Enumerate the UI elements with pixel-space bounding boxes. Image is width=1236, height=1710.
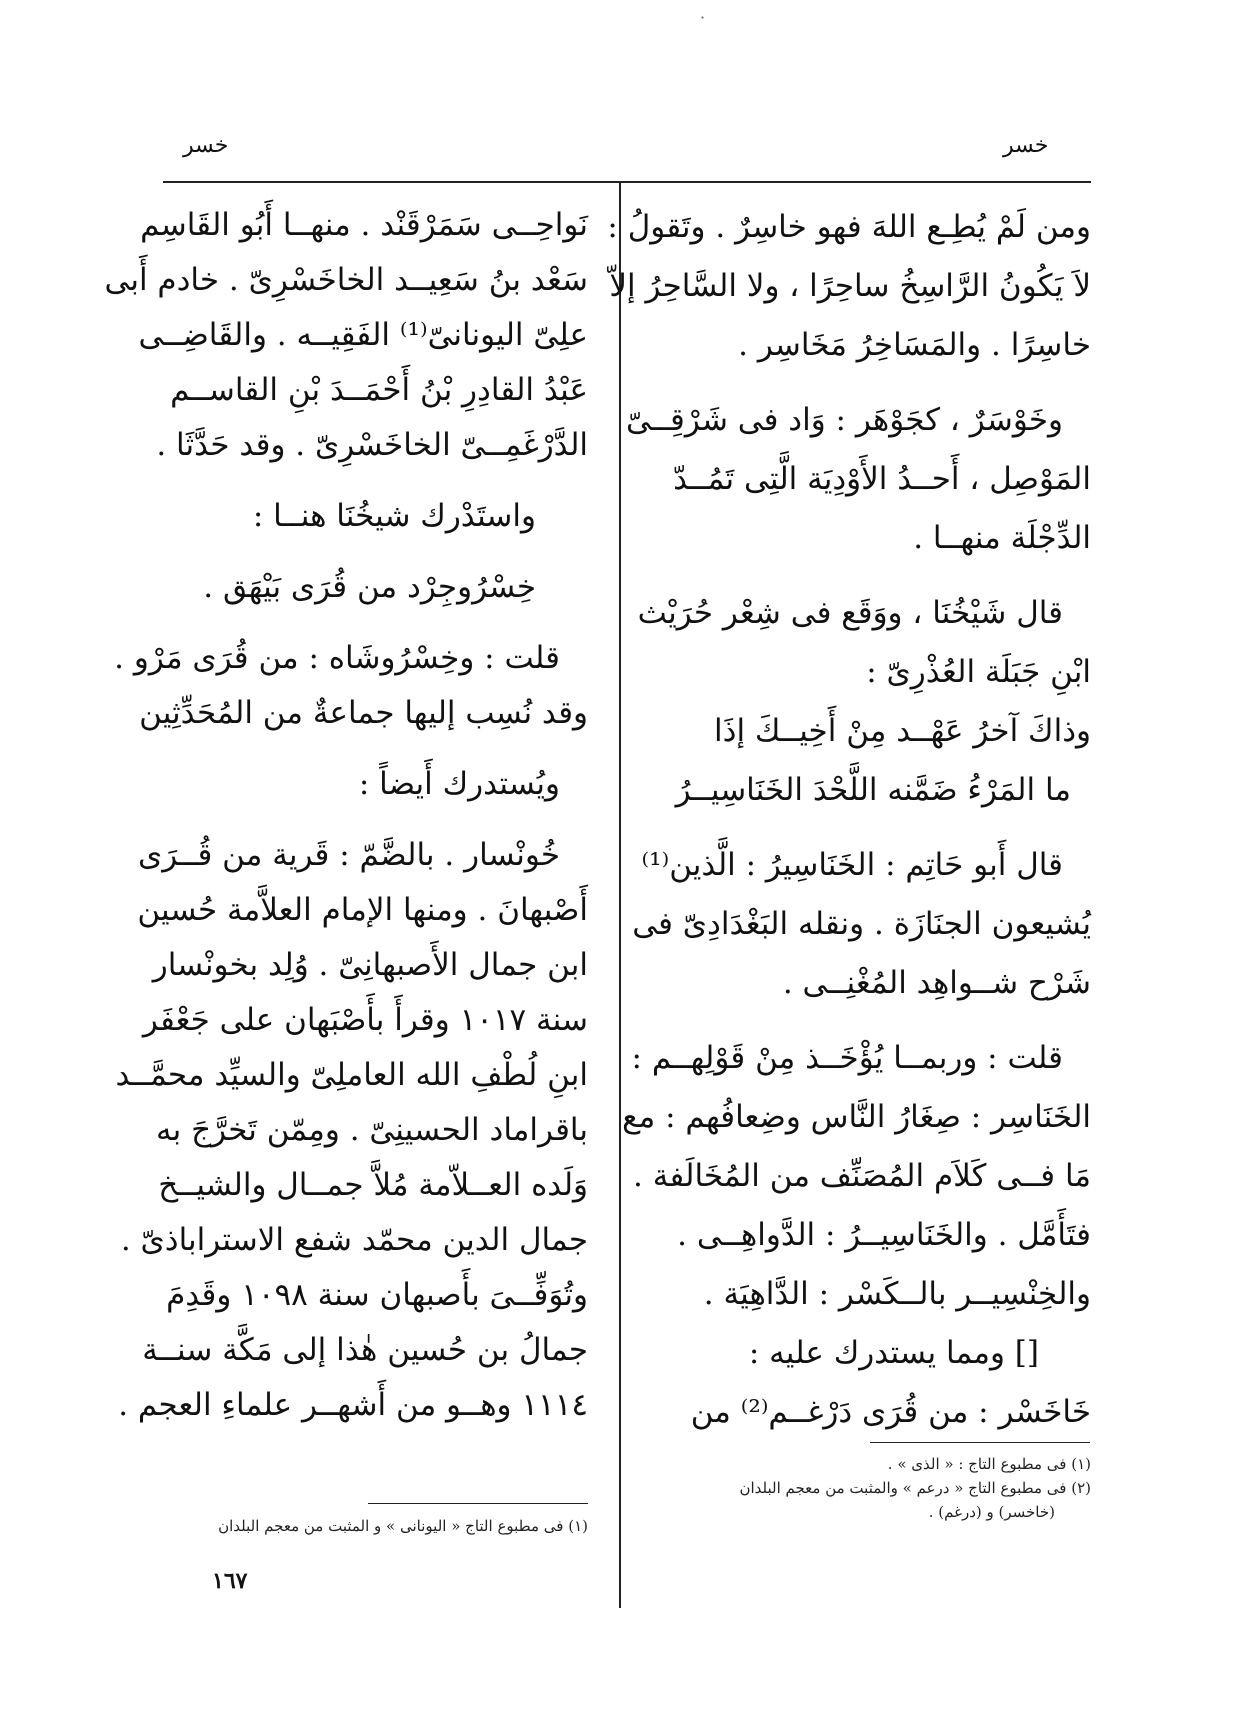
addendum-heading: [] ومما يستدرك عليه : (748, 1335, 1039, 1371)
scan-speck: · (700, 8, 706, 27)
header-rule (163, 181, 1091, 183)
verse-line: ما المَرْءُ ضَمَّنه اللَّحْدَ الخَنَاسِيــرُ (675, 772, 1071, 808)
text-line: ابن جمال الأَصبهانِىّ . وُلِد بخونْسار (152, 947, 588, 983)
text-line: جمال الدين محمّد شفع الاستراباذىّ . (120, 1222, 588, 1258)
footnote-rule (870, 1442, 1090, 1443)
footnote-2: (٢) فى مطبوع التاج « درعم » والمثبت من معجم البلدان (739, 1479, 1091, 1497)
text-line: شَرْح شــواهِد المُغْنِــى . (782, 965, 1091, 1001)
text-line: يُشيعون الجنَازَة . ونقله البَغْدَادِىّ فى (632, 906, 1091, 942)
entry-khunsar-line: خُونْسار . بالضَّمّ : قَرية من قُــرَى (137, 837, 560, 873)
text-line: ابنِ لُطْفِ الله العاملِىّ والسيِّد محمَّــد (115, 1057, 588, 1093)
footnote-rule (368, 1503, 588, 1504)
addendum-heading: ويُستدرك أَيضاً : (358, 766, 560, 802)
text-line: ومن لَمْ يُطِـع اللهَ فهو خاسِرٌ . وتَقولُ : (607, 209, 1091, 245)
text-line: سَعْد بنُ سَعِيــد الخاخَسْرِىّ . خادم أَبى (104, 262, 588, 298)
text-line: مَا فــى كَلاَم المُصَنِّف من المُخَالَفة . (633, 1158, 1091, 1194)
text-line: جمالُ بن حُسين هٰذا إلى مَكَّة سنــة (142, 1332, 588, 1368)
text-line: علِىّ اليونانىّ⁽¹⁾ الفَقِيــه . والقَاضِــى (138, 317, 588, 353)
entry-khisrujird-line: خِسْرُوجِرْد من قُرَى بَيْهَق . (203, 569, 536, 605)
text-line: سنة ١٠١٧ وقرأَ بأَصْبَهان على جَعْفَر (142, 1002, 588, 1038)
text-line: قال أَبو حَاتِم : الخَنَاسِيرُ : الَّذين⁽¹⁾ (641, 847, 1063, 883)
text-line: الدَّرْغَمِــىّ الخاخَسْرِىّ . وقد حَدَّثَا . (156, 427, 588, 463)
footnote-2-continuation: (خاخسر) و (درغم) . (928, 1503, 1055, 1521)
text-line: أَصْبهانَ . ومنها الإمام العلاَّمة حُسين (137, 892, 588, 928)
text-line: المَوْصِل ، أَحــدُ الأَوْدِيَة الَّتِى تَمُــدّ (673, 461, 1091, 497)
text-line: نَواحِــى سَمَرْقَنْد . منهــا أَبُو القَاسِم (140, 207, 588, 243)
left-running-head: خسر (183, 133, 229, 158)
footnote-1: (١) فى مطبوع التاج : « الذى » . (887, 1455, 1091, 1473)
text-line: الخَنَاسِر : صِغَارُ النَّاس وضِعافُهم : مع (622, 1099, 1091, 1135)
text-line: عَبْدُ القادِرِ بْنُ أَحْمَــدَ بْنِ القاســم (170, 372, 588, 408)
left-footnotes (150, 1514, 588, 1538)
entry-khakhasr-line: خَاخَسْر : من قُرَى دَرْغــم⁽²⁾ من (690, 1394, 1091, 1430)
text-line: ١١١٤ وهــو من أَشهــر علماءِ العجم . (118, 1387, 588, 1423)
text-line: ابْنِ جَبَلَة العُذْرِىّ : (866, 654, 1091, 690)
entry-khawsar-line: وخَوْسَرٌ ، كجَوْهَر : وَاد فى شَرْقِــىّ (626, 402, 1063, 438)
column-divider (619, 183, 621, 1608)
page-number: ١٦٧ (212, 1568, 248, 1594)
text-line: قلت : وخِسْرُوشَاه : من قُرَى مَرْو . (114, 640, 560, 676)
addendum-heading: واستَدْرك شيخُنَا هنــا : (252, 498, 536, 534)
text-line: خاسِرًا . والمَسَاخِرُ مَخَاسِر . (738, 327, 1091, 363)
text-line: قلت : وربمــا يُؤْخَــذ مِنْ قَوْلِهــم : (631, 1040, 1063, 1076)
text-line: وتُوَفِّــىَ بأَصبهان سنة ١٠٩٨ وقَدِمَ (166, 1277, 588, 1313)
text-line: قال شَيْخُنَا ، ووَقَع فى شِعْر حُرَيْث (637, 595, 1063, 631)
right-running-head: خسر (1003, 133, 1049, 158)
right-footnotes (663, 1452, 1091, 1524)
text-line: وَلَده العــلاّمة مُلاَّ جمــال والشيــخ (158, 1167, 588, 1203)
text-line: فتَأَمَّل . والخَنَاسِيــرُ : الدَّواهِــى . (677, 1217, 1091, 1253)
right-column (607, 198, 1091, 1442)
text-line: لاَ يَكُونُ الرَّاسِخُ ساحِرًا ، ولا السَّاحِرُ إلاّ (609, 268, 1091, 304)
left-column (104, 198, 588, 1433)
footnote-1: (١) فى مطبوع التاج « اليونانى » و المثبت من معجم البلدان (218, 1517, 588, 1535)
text-line: الدِّجْلَة منهــا . (913, 520, 1091, 556)
text-line: والخِنْسِيــر بالــكَسْر : الدَّاهِيَة . (703, 1276, 1091, 1312)
verse-line: وذاكَ آخرُ عَهْــد مِنْ أَخِيــكَ إذَا (714, 713, 1091, 749)
text-line: وقد نُسِب إليها جماعةٌ من المُحَدِّثِين (139, 695, 588, 731)
text-line: باقراماد الحسينِىّ . ومِمّن تَخرَّجَ به (156, 1112, 588, 1148)
